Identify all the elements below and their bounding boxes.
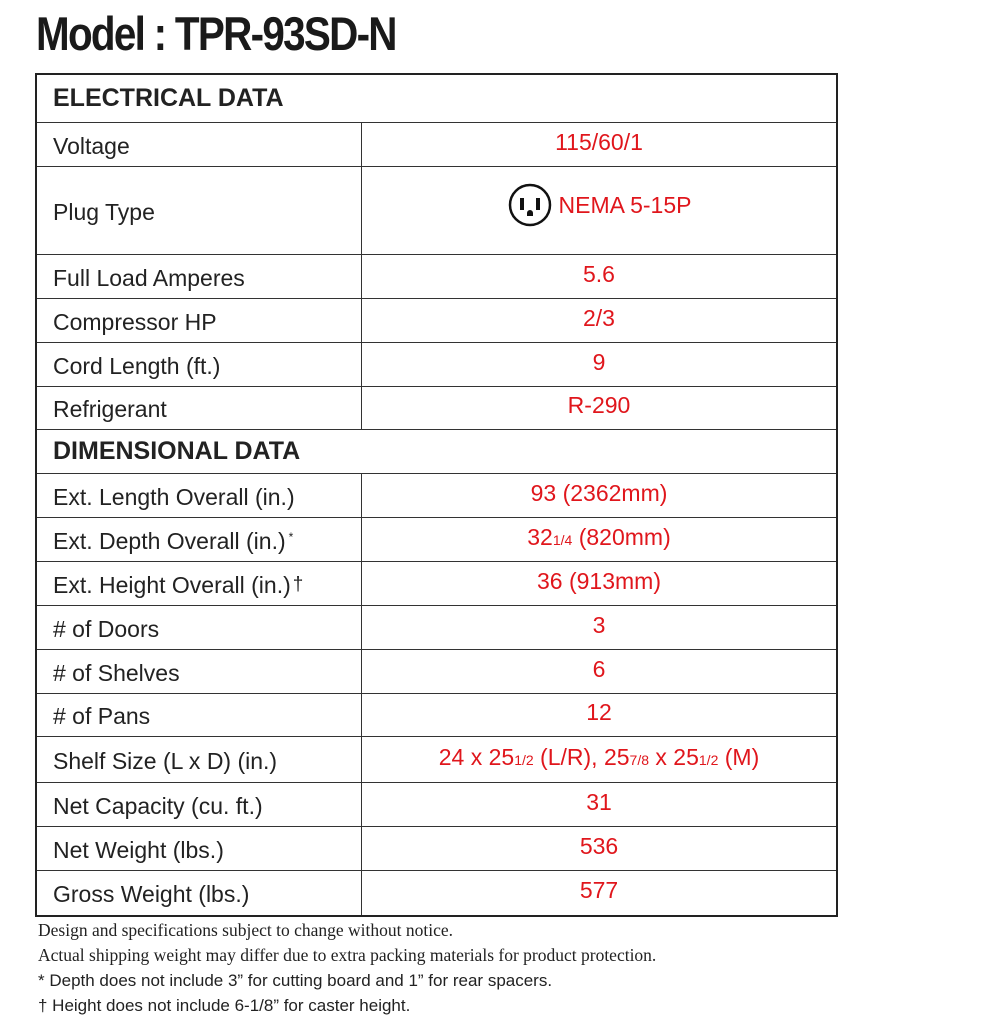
plug-row: [36, 166, 837, 254]
refrigerant-row: [36, 386, 837, 429]
net-weight-value: 536: [362, 826, 838, 870]
amperes-row: [36, 254, 837, 298]
footnote-shipping: Actual shipping weight may differ due to extra packing materials for product protection.: [38, 945, 657, 965]
hp-row: [36, 298, 837, 342]
cord-value: 9: [362, 342, 838, 386]
gross-weight-label: Gross Weight (lbs.): [36, 870, 362, 916]
footnote-design: Design and specifications subject to change without notice.: [38, 920, 454, 940]
doors-label: # of Doors: [36, 605, 362, 649]
shelves-value: 6: [362, 649, 838, 693]
electrical-heading: ELECTRICAL DATA: [36, 74, 837, 122]
shelf-size-label: Shelf Size (L x D) (in.): [36, 736, 362, 782]
shelf-size-part: x 25: [649, 743, 699, 770]
amperes-value: 5.6: [362, 254, 838, 298]
depth-row: [36, 517, 837, 561]
capacity-value: 31: [362, 782, 838, 826]
shelves-label: # of Shelves: [36, 649, 362, 693]
shelf-size-fraction: 1/2: [514, 751, 534, 768]
amperes-label: Full Load Amperes: [36, 254, 362, 298]
shelves-row: [36, 649, 837, 693]
refrigerant-value: R-290: [362, 386, 838, 429]
shelf-size-part: (L/R), 25: [533, 743, 630, 770]
voltage-label: Voltage: [36, 122, 362, 166]
dimensional-heading-row: [36, 429, 837, 473]
hp-value: 2/3: [362, 298, 838, 342]
shelf-size-fraction: 7/8: [629, 751, 650, 768]
capacity-label: Net Capacity (cu. ft.): [36, 782, 362, 826]
gross-weight-value: 577: [362, 870, 838, 916]
footnote-depth: * Depth does not include 3” for cutting board and 1” for rear spacers.: [38, 971, 553, 990]
height-label-cell: [36, 561, 362, 605]
depth-value: [362, 517, 838, 561]
plug-value: NEMA 5-15P: [558, 191, 692, 218]
length-label: Ext. Length Overall (in.): [36, 473, 362, 517]
capacity-row: [36, 782, 837, 826]
shelf-size-row: [36, 736, 837, 782]
shelf-size-value: [362, 736, 838, 782]
footnote-height: † Height does not include 6-1/8” for caster height.: [38, 996, 411, 1015]
plug-value-cell: [362, 166, 838, 254]
pans-label: # of Pans: [36, 693, 362, 736]
gross-weight-row: [36, 870, 837, 916]
depth-whole: 32: [527, 523, 553, 550]
depth-fraction: 1/4: [552, 531, 573, 548]
refrigerant-label: Refrigerant: [36, 386, 362, 429]
hp-label: Compressor HP: [36, 298, 362, 342]
depth-label-cell: [36, 517, 362, 561]
dimensional-heading: DIMENSIONAL DATA: [36, 429, 837, 473]
pans-row: [36, 693, 837, 736]
voltage-row: [36, 122, 837, 166]
model-title: Model : TPR-93SD-N: [36, 7, 396, 60]
net-weight-row: [36, 826, 837, 870]
shelf-size-part: 24 x 25: [438, 743, 515, 770]
electrical-heading-row: [36, 74, 837, 122]
height-row: [36, 561, 837, 605]
cord-row: [36, 342, 837, 386]
depth-label: Ext. Depth Overall (in.): [53, 527, 286, 554]
footnotes: [38, 918, 656, 1018]
nema-plug-icon: [507, 182, 553, 228]
doors-value: 3: [362, 605, 838, 649]
pans-value: 12: [362, 693, 838, 736]
shelf-size-fraction: 1/2: [698, 751, 719, 768]
doors-row: [36, 605, 837, 649]
depth-footnote-mark: *: [288, 529, 294, 544]
voltage-value: 115/60/1: [362, 122, 838, 166]
height-footnote-mark: †: [292, 573, 304, 595]
spec-table: [35, 73, 838, 917]
shelf-size-part: (M): [718, 743, 760, 770]
net-weight-label: Net Weight (lbs.): [36, 826, 362, 870]
cord-label: Cord Length (ft.): [36, 342, 362, 386]
length-value: 93 (2362mm): [362, 473, 838, 517]
height-value: 36 (913mm): [362, 561, 838, 605]
height-label: Ext. Height Overall (in.): [53, 571, 291, 598]
plug-label: Plug Type: [36, 166, 362, 254]
depth-mm: (820mm): [572, 523, 671, 550]
length-row: [36, 473, 837, 517]
